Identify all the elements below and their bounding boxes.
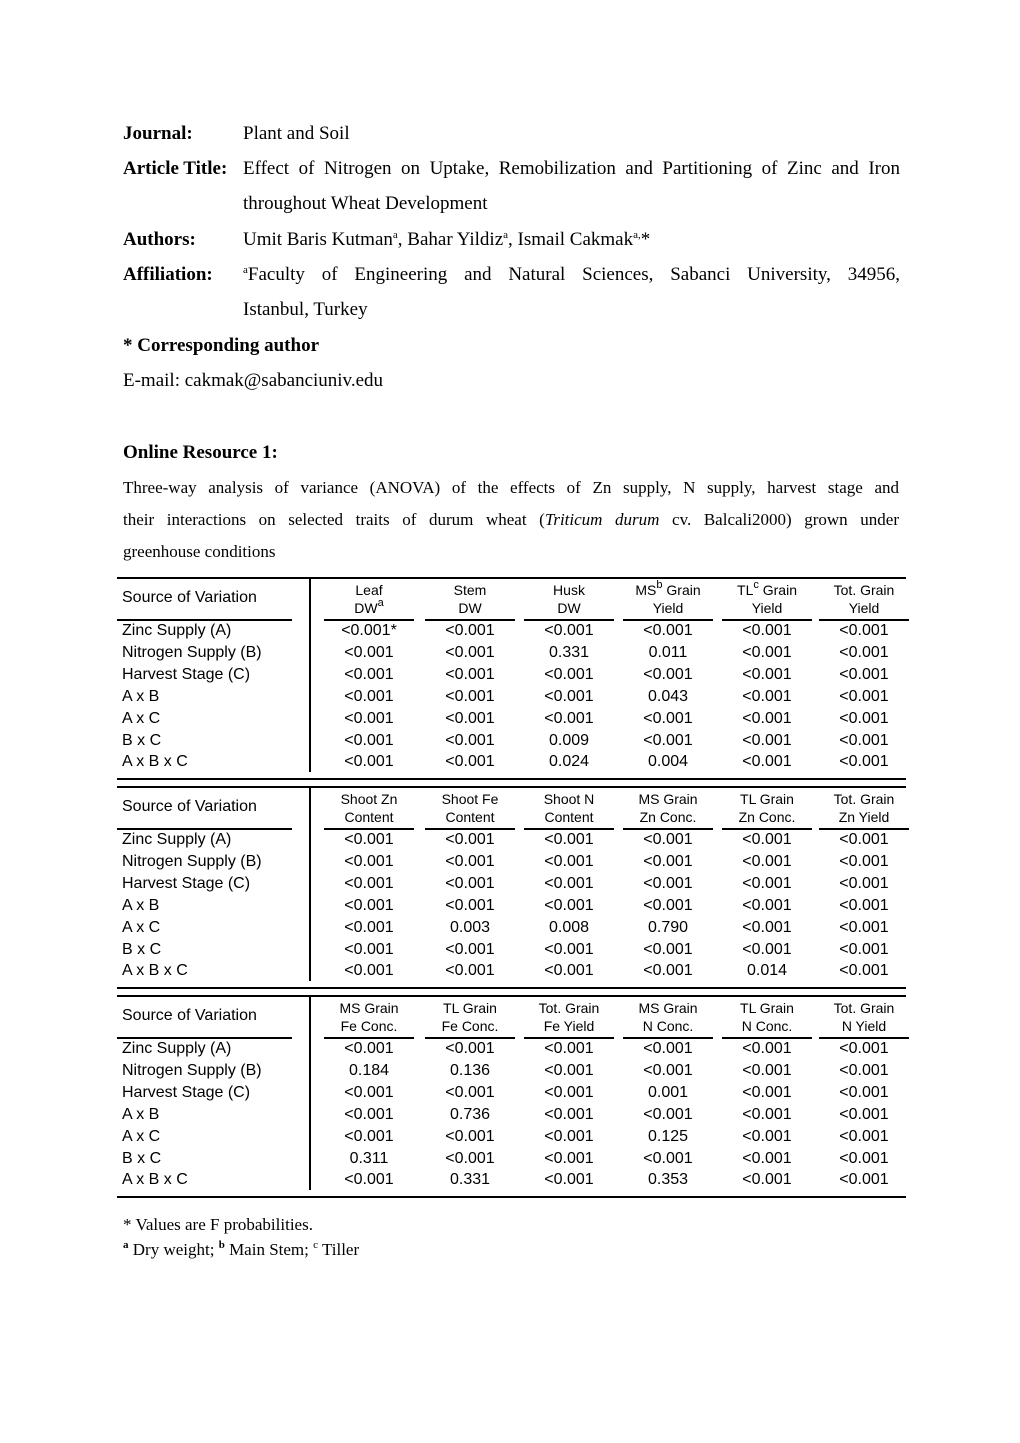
header-underline [425, 619, 515, 621]
table-cell: <0.001 [344, 940, 394, 958]
table-cell: <0.001 [742, 1171, 792, 1189]
table-cell: <0.001 [839, 1040, 889, 1057]
table-cell: <0.001 [544, 1171, 594, 1189]
table-cell: <0.001 [544, 1061, 594, 1079]
table-cell: <0.001 [344, 1105, 394, 1123]
table-cell: <0.001 [742, 874, 792, 892]
table-cell: <0.001 [344, 852, 394, 870]
row-label: B x C [122, 731, 162, 749]
anova-table [117, 780, 906, 990]
row-label: B x C [122, 940, 162, 958]
authors-row [123, 229, 900, 264]
table-cell: <0.001 [544, 962, 594, 980]
author-1: Umit Baris Kutman [243, 229, 393, 250]
footnote-text-c: Tiller [318, 1240, 360, 1259]
anova-table [117, 571, 906, 781]
anova-table [117, 989, 906, 1199]
affiliation-row-2 [123, 299, 900, 334]
journal-label: Journal: [123, 123, 193, 144]
column-header-line2: Content [544, 809, 594, 825]
table-cell: <0.001 [839, 1061, 889, 1079]
table-cell: 0.014 [746, 962, 788, 980]
row-label: A x B x C [122, 1171, 188, 1189]
table-cell: <0.001 [344, 1127, 394, 1145]
table-cell: 0.125 [647, 1127, 689, 1145]
table-cell: <0.001 [344, 1171, 394, 1189]
table-cell: <0.001 [344, 665, 394, 683]
column-header-line2: DW [557, 600, 581, 616]
column-header-line2: N Yield [841, 1018, 887, 1034]
table-cell: <0.001 [742, 1083, 792, 1101]
table-cell: 0.331 [548, 643, 590, 661]
caption-species: Triticum durum [544, 510, 660, 529]
table-cell: <0.001 [344, 753, 394, 771]
table-cell: <0.001 [445, 896, 495, 914]
header-underline [324, 619, 414, 621]
table-cell: <0.001 [544, 852, 594, 870]
table-top-rule [117, 786, 906, 788]
column-header-line1: Shoot Fe [441, 791, 499, 807]
table-cell: <0.001 [742, 918, 792, 936]
table-cell: <0.001 [544, 709, 594, 727]
table-cell: <0.001 [344, 874, 394, 892]
column-header-line1: MS [635, 582, 657, 598]
title-row [123, 158, 900, 193]
table-cell: <0.001 [742, 1149, 792, 1167]
header-underline [324, 828, 414, 830]
row-label: A x B [122, 1105, 160, 1123]
column-header-line2: Yield [848, 600, 880, 616]
table-cell: <0.001 [742, 709, 792, 727]
table-cell: <0.001 [742, 1105, 792, 1123]
table-cell: <0.001 [445, 831, 495, 848]
header-underline [117, 1037, 292, 1039]
footnote-text-a: Dry weight; [128, 1240, 219, 1259]
corresponding-email: E-mail: cakmak@sabanciuniv.edu [123, 370, 384, 391]
table-cell: 0.736 [449, 1105, 491, 1123]
table-cell: <0.001 [839, 665, 889, 683]
corresponding-author-label: * Corresponding author [123, 335, 320, 356]
row-label: A x C [122, 709, 161, 727]
column-header-line2: Fe Conc. [340, 1018, 398, 1034]
column-header [324, 581, 414, 617]
row-label: Harvest Stage (C) [122, 874, 251, 892]
column-header-line2: Yield [751, 600, 783, 616]
table-cell: <0.001 [544, 1083, 594, 1101]
table-cell: <0.001 [839, 831, 889, 848]
author-3: , Ismail Cakmak [508, 229, 634, 250]
column-header-line2: Yield [652, 600, 684, 616]
table-cell: <0.001 [839, 896, 889, 914]
row-label: Zinc Supply (A) [122, 1040, 232, 1057]
table-cell: <0.001 [643, 1149, 693, 1167]
table-cell: <0.001 [445, 731, 495, 749]
caption-line3: greenhouse conditions [123, 542, 276, 561]
table-cell: 0.331 [449, 1171, 491, 1189]
table-cell: <0.001 [445, 1149, 495, 1167]
table-cell: 0.184 [348, 1061, 390, 1079]
column-header-line2: Zn Yield [838, 809, 890, 825]
table-cell: <0.001 [742, 622, 792, 639]
table-bottom-rule [117, 1196, 906, 1198]
column-header [819, 581, 909, 617]
table-cell: <0.001 [643, 896, 693, 914]
table-cell: <0.001 [344, 962, 394, 980]
table-cell: <0.001 [344, 1040, 394, 1057]
column-header [425, 999, 515, 1035]
header-underline [524, 828, 614, 830]
footnote-values: * Values are F probabilities. [123, 1215, 313, 1234]
table-vertical-rule [309, 577, 311, 772]
table-cell: 0.136 [449, 1061, 491, 1079]
header-underline [722, 828, 812, 830]
column-header [524, 790, 614, 826]
footnote-text-b: Main Stem; [224, 1240, 314, 1259]
table-cell: <0.001 [839, 709, 889, 727]
affiliation-sup: a [243, 264, 248, 276]
footnote-sup-c: c [313, 1239, 319, 1251]
column-header-line2: Content [445, 809, 495, 825]
column-header [524, 581, 614, 617]
table-cell: <0.001 [742, 1040, 792, 1057]
table-cell: <0.001 [839, 852, 889, 870]
table-cell: <0.001 [742, 1061, 792, 1079]
column-header [722, 581, 812, 617]
column-header-line2: DW [458, 600, 482, 616]
footnote-abbreviations [123, 1240, 359, 1260]
source-of-variation-header: Source of Variation [122, 798, 257, 815]
column-header-line1: Shoot N [543, 791, 595, 807]
column-header-line1-rest: Grain [758, 582, 797, 598]
table-cell: <0.001 [344, 731, 394, 749]
row-label: A x C [122, 918, 161, 936]
table-cell: 0.790 [647, 918, 689, 936]
footnote-sup-b: b [218, 1239, 225, 1251]
column-header-line1: TL Grain [740, 1000, 794, 1016]
header-underline [117, 828, 292, 830]
table-cell: <0.001 [839, 940, 889, 958]
title-label: Article Title: [123, 158, 228, 179]
column-header-line1: Shoot Zn [340, 791, 398, 807]
table-cell: <0.001 [544, 1105, 594, 1123]
table-cell: <0.001 [643, 622, 693, 639]
table-cell: <0.001 [445, 1127, 495, 1145]
table-cell: <0.001 [742, 940, 792, 958]
table-cell: <0.001 [445, 940, 495, 958]
journal-name: Plant and Soil [243, 123, 350, 144]
affiliation-line2: Istanbul, Turkey [243, 299, 368, 320]
table-cell: <0.001 [742, 831, 792, 848]
table-cell: <0.001 [445, 1040, 495, 1057]
affiliation-label: Affiliation: [123, 264, 213, 285]
table-cell: <0.001 [839, 643, 889, 661]
table-cell: <0.001 [344, 896, 394, 914]
author-2: , Bahar Yildiz [397, 229, 504, 250]
column-header [623, 790, 713, 826]
table-vertical-rule [309, 995, 311, 1190]
column-header-line1: MS Grain [339, 1000, 399, 1016]
title-row-2 [123, 193, 900, 228]
caption-line2-a: their interactions on selected traits of durum wheat ( [123, 510, 545, 529]
table-cell: 0.353 [647, 1171, 689, 1189]
table-cell: <0.001 [742, 852, 792, 870]
table-cell: <0.001 [544, 1149, 594, 1167]
column-header-line2: Zn Conc. [738, 809, 796, 825]
table-cell: <0.001 [643, 731, 693, 749]
table-cell: <0.001 [839, 962, 889, 980]
column-header-line1: TL Grain [740, 791, 794, 807]
table-cell: <0.001 [544, 874, 594, 892]
header-underline [425, 1037, 515, 1039]
column-header [524, 999, 614, 1035]
row-label: A x C [122, 1127, 161, 1145]
table-cell: <0.001 [839, 687, 889, 705]
row-label: Zinc Supply (A) [122, 831, 232, 848]
table-top-rule [117, 995, 906, 997]
header-underline [819, 619, 909, 621]
article-title-line2: throughout Wheat Development [243, 193, 488, 214]
table-cell: <0.001* [341, 622, 397, 639]
authors-list [243, 229, 900, 251]
table-cell: <0.001 [839, 731, 889, 749]
table-cell: <0.001 [344, 687, 394, 705]
table-cell: <0.001 [445, 665, 495, 683]
row-label: A x B x C [122, 753, 188, 771]
affiliation-text-1: Faculty of Engineering and Natural Sciences, Sabanci University, 34956, [247, 264, 900, 285]
table-cell: 0.008 [548, 918, 590, 936]
column-header [425, 790, 515, 826]
journal-row [123, 123, 900, 158]
table-cell: <0.001 [445, 687, 495, 705]
table-cell: <0.001 [445, 852, 495, 870]
table-cell: <0.001 [445, 622, 495, 639]
table-cell: <0.001 [544, 1040, 594, 1057]
column-header-line1-rest: Grain [662, 582, 701, 598]
table-cell: <0.001 [643, 940, 693, 958]
table-cell: <0.001 [445, 874, 495, 892]
column-header-sup: c [753, 579, 759, 591]
header-underline [722, 1037, 812, 1039]
column-header-line1: Tot. Grain [538, 1000, 600, 1016]
table-cell: <0.001 [344, 643, 394, 661]
table-cell: <0.001 [445, 1083, 495, 1101]
table-cell: 0.311 [349, 1149, 389, 1167]
table-cell: 0.001 [647, 1083, 689, 1101]
column-header-line1: MS Grain [638, 791, 698, 807]
author-3-sup: a, [633, 229, 641, 241]
table-cell: <0.001 [544, 622, 594, 639]
table-cell: <0.001 [742, 687, 792, 705]
row-label: A x B x C [122, 962, 188, 980]
table-cell: <0.001 [643, 962, 693, 980]
table-cell: <0.001 [544, 1127, 594, 1145]
column-header-sup: a [377, 597, 384, 609]
table-cell: <0.001 [344, 918, 394, 936]
affiliation-row [123, 264, 900, 299]
column-header-sup: b [656, 579, 663, 591]
header-underline [623, 828, 713, 830]
column-header [722, 999, 812, 1035]
column-header [623, 999, 713, 1035]
header-underline [117, 619, 292, 621]
column-header-line1: Tot. Grain [833, 582, 895, 598]
table-cell: <0.001 [344, 831, 394, 848]
header-underline [623, 619, 713, 621]
table-cell: <0.001 [839, 874, 889, 892]
column-header [425, 581, 515, 617]
table-cell: <0.001 [544, 687, 594, 705]
table-cell: <0.001 [742, 731, 792, 749]
row-label: Nitrogen Supply (B) [122, 643, 262, 661]
table-cell: <0.001 [839, 1083, 889, 1101]
table-cell: <0.001 [742, 753, 792, 771]
column-header-line2: N Conc. [642, 1018, 694, 1034]
table-cell: <0.001 [742, 665, 792, 683]
table-cell: <0.001 [839, 622, 889, 639]
table-cell: <0.001 [839, 753, 889, 771]
table-cell: <0.001 [445, 643, 495, 661]
table-cell: <0.001 [742, 896, 792, 914]
table-cell: <0.001 [839, 1105, 889, 1123]
column-header-line1: Stem [453, 582, 487, 598]
column-header-line2: DW [354, 600, 378, 616]
table-cell: <0.001 [445, 962, 495, 980]
table-cell: <0.001 [445, 709, 495, 727]
row-label: A x B [122, 687, 160, 705]
column-header-line1: TL [737, 582, 754, 598]
table-cell: <0.001 [643, 1040, 693, 1057]
header-underline [524, 1037, 614, 1039]
column-header [819, 999, 909, 1035]
table-cell: <0.001 [344, 1083, 394, 1101]
column-header-line1: TL Grain [443, 1000, 497, 1016]
header-underline [819, 1037, 909, 1039]
table-cell: <0.001 [544, 831, 594, 848]
column-header-line2: Content [344, 809, 394, 825]
table-cell: <0.001 [643, 831, 693, 848]
author-3-star: * [640, 229, 651, 250]
table-cell: <0.001 [544, 665, 594, 683]
header-underline [425, 828, 515, 830]
column-header [722, 790, 812, 826]
table-cell: <0.001 [839, 918, 889, 936]
row-label: B x C [122, 1149, 162, 1167]
author-1-sup: a [392, 229, 398, 241]
footnote-sup-a: a [123, 1239, 129, 1251]
header-underline [722, 619, 812, 621]
column-header [324, 999, 414, 1035]
table-cell: <0.001 [839, 1171, 889, 1189]
row-label: Nitrogen Supply (B) [122, 1061, 262, 1079]
table-cell: 0.024 [548, 753, 590, 771]
table-cell: <0.001 [643, 665, 693, 683]
corresponding-row [123, 335, 900, 370]
column-header-line2: Zn Conc. [639, 809, 697, 825]
table-cell: <0.001 [643, 874, 693, 892]
column-header-line2: Fe Conc. [441, 1018, 499, 1034]
article-title-line1: Effect of Nitrogen on Uptake, Remobilization and Partitioning of Zinc and Iron [243, 158, 900, 179]
table-cell: <0.001 [839, 1149, 889, 1167]
authors-label: Authors: [123, 229, 196, 250]
table-cell: <0.001 [742, 643, 792, 661]
column-header-line1: Tot. Grain [833, 1000, 895, 1016]
table-cell: <0.001 [643, 1061, 693, 1079]
table-cell: <0.001 [742, 1127, 792, 1145]
table-cell: <0.001 [544, 896, 594, 914]
table-cell: <0.001 [839, 1127, 889, 1145]
table-top-rule [117, 577, 906, 579]
column-header-line1: Leaf [355, 582, 383, 598]
row-label: Harvest Stage (C) [122, 665, 251, 683]
source-of-variation-header: Source of Variation [122, 1007, 257, 1024]
caption-line2 [123, 510, 899, 542]
row-label: A x B [122, 896, 160, 914]
table-cell: 0.043 [647, 687, 689, 705]
table-cell: <0.001 [643, 709, 693, 727]
source-of-variation-header: Source of Variation [122, 589, 257, 606]
table-cell: 0.003 [449, 918, 491, 936]
column-header [819, 790, 909, 826]
header-underline [819, 828, 909, 830]
caption-line1: Three-way analysis of variance (ANOVA) of the effects of Zn supply, N supply, harvest stage and [123, 478, 899, 497]
column-header-line2: Fe Yield [543, 1018, 595, 1034]
email-row [123, 370, 900, 405]
header-underline [524, 619, 614, 621]
table-cell: 0.011 [648, 643, 688, 661]
caption-line2-b: cv. Balcali2000) grown under [659, 510, 899, 529]
table-cell: <0.001 [445, 753, 495, 771]
header-underline [623, 1037, 713, 1039]
affiliation-line1 [243, 264, 900, 286]
resource-heading: Online Resource 1: [123, 442, 278, 463]
column-header-line1: Husk [553, 582, 585, 598]
column-header-line1: Tot. Grain [833, 791, 895, 807]
column-header-line1: MS Grain [638, 1000, 698, 1016]
row-label: Harvest Stage (C) [122, 1083, 251, 1101]
author-2-sup: a [503, 229, 509, 241]
column-header [324, 790, 414, 826]
table-cell: <0.001 [544, 940, 594, 958]
column-header-line2: N Conc. [741, 1018, 793, 1034]
row-label: Nitrogen Supply (B) [122, 852, 262, 870]
table-cell: <0.001 [643, 1105, 693, 1123]
table-cell: <0.001 [344, 709, 394, 727]
row-label: Zinc Supply (A) [122, 622, 232, 639]
header-underline [324, 1037, 414, 1039]
table-cell: <0.001 [643, 852, 693, 870]
column-header [623, 581, 713, 617]
table-cell: 0.009 [548, 731, 590, 749]
table-cell: 0.004 [647, 753, 689, 771]
table-vertical-rule [309, 786, 311, 981]
